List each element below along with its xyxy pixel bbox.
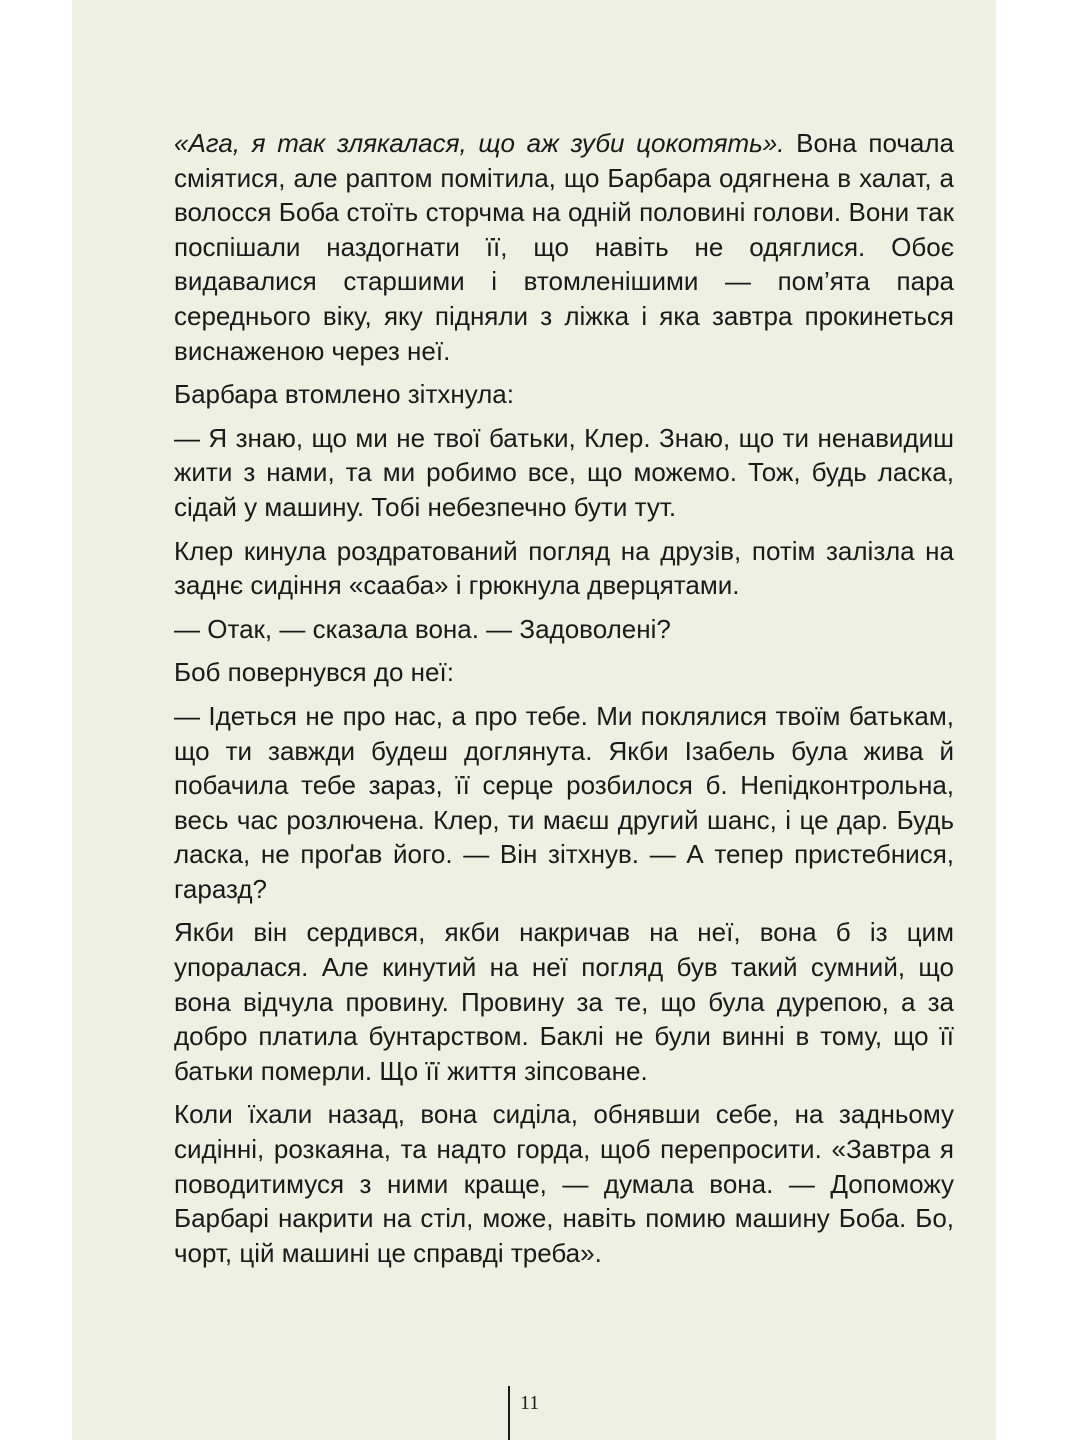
paragraph-text: Боб повернувся до неї: <box>174 657 454 688</box>
italic-quote: «Ага, я так злякалася, що аж зуби цокотять». <box>174 128 785 158</box>
book-page <box>72 0 996 1440</box>
paragraph-text: Якби він сердився, якби накричав на неї, вона б із цим упоралася. Але кинутий на неї погляд був такий сумний, що вона відчула провину. Провину за те, що була дурепою, а за добро платила бунтарством. Баклі не були винні в тому, що її батьки померли. Що її життя зіпсоване. <box>174 917 954 1086</box>
paragraph-text: — Отак, — сказала вона. — Задоволені? <box>174 613 671 644</box>
body-text <box>174 126 954 1279</box>
paragraph <box>174 1097 954 1270</box>
paragraph-text: Коли їхали назад, вона сиділа, обнявши себе, на задньому сидінні, розкаяна, та надто горда, щоб перепросити. «Завтра я поводитимуся з ними краще, — думала вона. — Допоможу Барбарі накрити на стіл, може, навіть помию машину Боба. Бо, чорт, цій машині це справді треба». <box>174 1099 954 1268</box>
page-number: 11 <box>520 1392 540 1414</box>
paragraph <box>174 612 954 647</box>
paragraph-text: Клер кинула роздратований погляд на друзів, потім залізла на заднє сидіння «сааба» і грюкнула дверцятами. <box>174 535 954 601</box>
paragraph <box>174 655 954 690</box>
paragraph-text: — Ідеться не про нас, а про тебе. Ми поклялися твоїм батькам, що ти завжди будеш доглянута. Якби Ізабель була жива й побачила тебе зараз, її серце розбилося б. Непідконтрольна, весь час розлючена. Клер, ти маєш другий шанс, і це дар. Будь ласка, не проґав його. — Він зітхнув. — А тепер пристебнися, гаразд? <box>174 700 954 904</box>
paragraph <box>174 534 954 603</box>
paragraph-text: Вона почала сміятися, але раптом помітила, що Барбара одягнена в халат, а волосся Боба стоїть сторчма на одній половині голови. Вони так поспішали наздогнати її, що навіть не одяглися. Обоє видавалися старшими і втомленішими — пом’ята пара середнього віку, яку підняли з ліжка і яка завтра прокинеться виснаженою через неї. <box>174 128 954 366</box>
paragraph <box>174 377 954 412</box>
paragraph <box>174 421 954 525</box>
paragraph <box>174 126 954 368</box>
paragraph-text: — Я знаю, що ми не твої батьки, Клер. Знаю, що ти ненавидиш жити з нами, та ми робимо все, що можемо. Тож, будь ласка, сідай у машину. Тобі небезпечно бути тут. <box>174 422 954 522</box>
folio-rule <box>508 1386 510 1440</box>
paragraph <box>174 699 954 907</box>
paragraph-text: Барбара втомлено зітхнула: <box>174 379 514 410</box>
paragraph <box>174 915 954 1088</box>
